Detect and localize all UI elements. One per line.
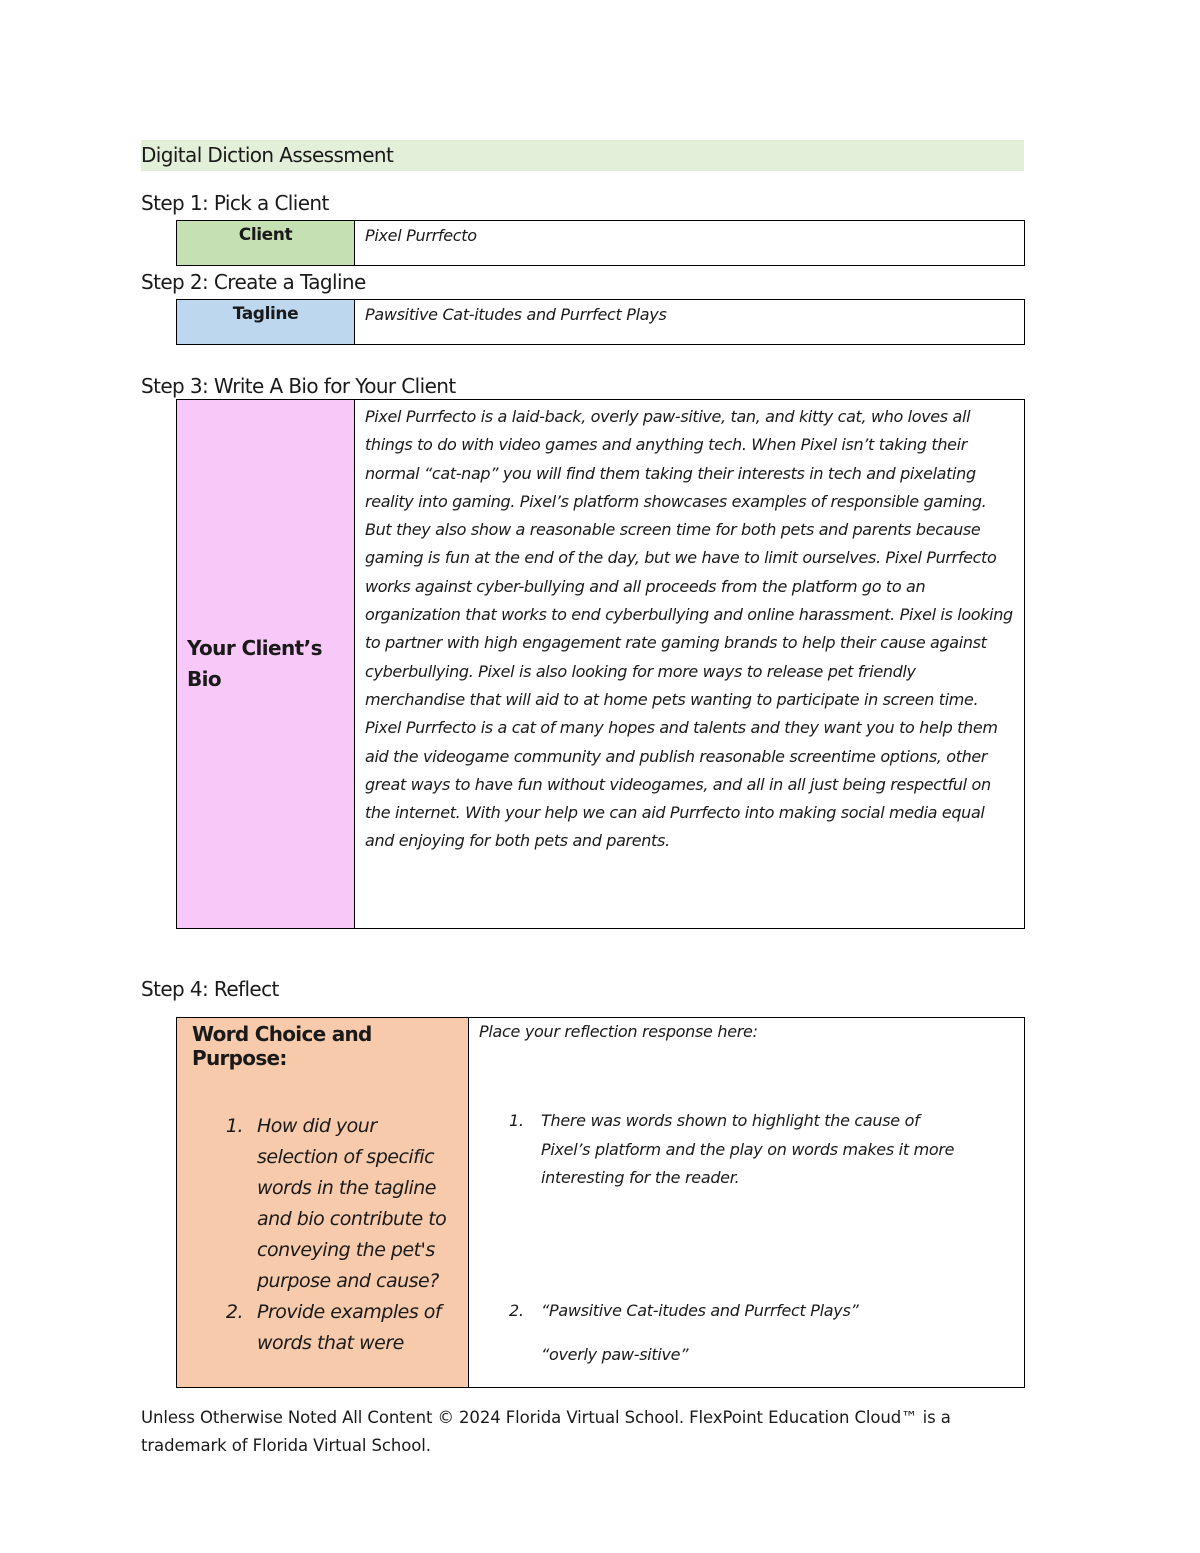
word-choice-heading: Word Choice and Purpose: — [192, 1022, 372, 1070]
step4-heading: Step 4: Reflect — [141, 977, 279, 1001]
tagline-value[interactable]: Pawsitive Cat-itudes and Purrfect Plays — [365, 305, 667, 324]
answer-item — [509, 1297, 969, 1326]
reflection-table — [176, 1017, 1025, 1388]
answer-item — [509, 1107, 969, 1193]
answer-extra: “overly paw-sitive” — [541, 1345, 689, 1364]
question-number: 1. — [225, 1115, 243, 1137]
step3-heading: Step 3: Write A Bio for Your Client — [141, 374, 456, 398]
question-item — [177, 1297, 457, 1359]
bio-label-text: Your Client’s Bio — [187, 636, 322, 691]
question-text: Provide examples of words that were — [257, 1301, 442, 1354]
question-number: 2. — [225, 1301, 243, 1323]
question-text: How did your selection of specific words in the tagline and bio contribute to conveying the pet's purpose and cause? — [257, 1115, 447, 1292]
bio-label — [177, 400, 355, 928]
answer-text: There was words shown to highlight the cause of Pixel’s platform and the play on words makes it more interesting for the reader. — [541, 1111, 955, 1187]
bio-table — [176, 399, 1025, 929]
question-list — [177, 1111, 457, 1359]
reflection-response-cell[interactable] — [469, 1018, 1024, 1387]
question-item — [177, 1111, 457, 1297]
client-label: Client — [177, 221, 355, 265]
document-title: Digital Diction Assessment — [141, 140, 1024, 171]
reflection-questions-cell — [177, 1018, 469, 1387]
answer-number: 1. — [509, 1111, 524, 1130]
step2-heading: Step 2: Create a Tagline — [141, 270, 366, 294]
answer-text: “Pawsitive Cat-itudes and Purrfect Plays” — [541, 1301, 859, 1320]
answer-number: 2. — [509, 1301, 524, 1320]
copyright-footer: Unless Otherwise Noted All Content © 2024 Florida Virtual School. FlexPoint Education Cloud™ is a trademark of Florida Virtual School. — [141, 1408, 951, 1455]
bio-text[interactable]: Pixel Purrfecto is a laid-back, overly paw-sitive, tan, and kitty cat, who loves all things to do with video games and anything tech. When Pixel isn’t taking their normal “cat-nap” you will find them taking their interests in tech and pixelating reality into gaming. Pixel’s platform showcases examples of responsible gaming. But they also show a reasonable screen time for both pets and parents because gaming is fun at the end of the day, but we have to limit ourselves. Pixel Purrfecto works against cyber-bullying and all proceeds from the platform go to an organization that works to end cyberbullying and online harassment. Pixel is looking to partner with high engagement rate gaming brands to help their cause against cyberbullying. Pixel is also looking for more ways to release pet friendly merchandise that will aid to at home pets wanting to participate in screen time. Pixel Purrfecto is a cat of many hopes and talents and they want you to help them aid the videogame community and publish reasonable screentime options, other great ways to have fun without videogames, and all in all just being respectful on the internet. With your help we can aid Purrfecto into making social media equal and enjoying for both pets and parents. — [365, 407, 1013, 851]
tagline-table — [176, 299, 1025, 345]
client-value[interactable]: Pixel Purrfecto — [365, 226, 477, 245]
step1-heading: Step 1: Pick a Client — [141, 191, 329, 215]
reflection-placeholder: Place your reflection response here: — [479, 1022, 758, 1041]
client-table — [176, 220, 1025, 266]
tagline-label: Tagline — [177, 300, 355, 344]
